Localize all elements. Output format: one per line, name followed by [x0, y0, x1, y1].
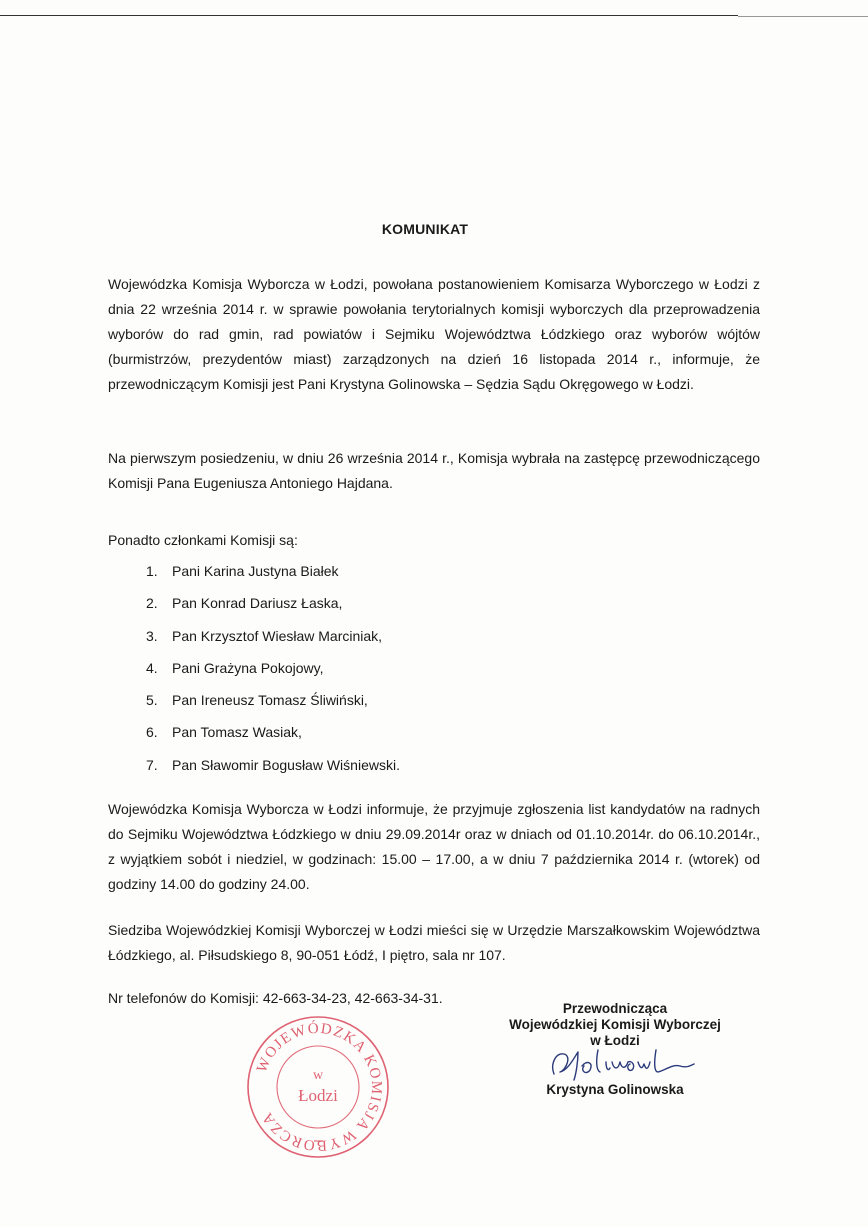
stamp-center-text-2: Łodzi — [298, 1086, 338, 1105]
list-number: 1. — [146, 563, 158, 579]
list-number: 3. — [146, 627, 158, 644]
list-number: 2. — [146, 595, 158, 612]
list-number: 5. — [146, 692, 158, 709]
list-item — [146, 754, 400, 786]
handwritten-signature-icon — [548, 1044, 698, 1084]
list-item — [146, 560, 400, 592]
document-title: KOMUNIKAT — [381, 221, 469, 237]
list-item — [146, 625, 400, 657]
signatory-city: w Łodzi — [590, 1033, 640, 1048]
signature-block — [480, 1001, 750, 1049]
seat-paragraph: Siedziba Wojewódzkiej Komisji Wyborczej w Łodzi mieści się w Urzędzie Marszałkowskim Województwa Łódzkiego, al. Piłsudskiego 8, 90-051 Łódź, I piętro, sala nr 107. — [108, 922, 760, 963]
member-name: Pan Krzysztof Wiesław Marciniak, — [172, 627, 383, 644]
list-item — [146, 592, 400, 624]
member-name: Pan Sławomir Bogusław Wiśniewski. — [172, 756, 400, 773]
signatory-name: Krystyna Golinowska — [546, 1082, 684, 1097]
member-name: Pan Ireneusz Tomasz Śliwiński, — [172, 692, 368, 709]
intro-paragraph: Wojewódzka Komisja Wyborcza w Łodzi, powołana postanowieniem Komisarza Wyborczego w Łodzi z dnia 22 września 2014 r. w sprawie powołania terytorialnych komisji wyborczych dla przeprowadzenia wyborów do rad gmin, rad powiatów i Sejmiku Województwa Łódzkiego oraz wyborów wójtów (burmistrzów, prezydentów miast) zarządzonych na dzień 16 listopada 2014 r., informuje, że przewodniczącym Komisji jest Pani Krystyna Golinowska – Sędzia Sądu Okręgowego w Łodzi. — [108, 276, 760, 392]
top-border-line-faint — [738, 16, 868, 17]
list-number: 6. — [146, 724, 158, 741]
signatory-office: Wojewódzkiej Komisji Wyborczej — [509, 1017, 721, 1032]
member-name: Pani Karina Justyna Białek — [172, 563, 339, 579]
stamp-ring-text: WOJEWÓDZKA KOMISJA WYBORCZA — [254, 1020, 385, 1154]
top-border-line — [0, 15, 738, 16]
list-number: 7. — [146, 756, 158, 773]
deputy-paragraph: Na pierwszym posiedzeniu, w dniu 26 września 2014 r., Komisja wybrała na zastępcę przewodniczącego Komisji Pana Eugeniusza Antoniego Hajdana. — [108, 450, 760, 491]
signatory-title: Przewodnicząca — [562, 1001, 668, 1016]
members-list — [146, 560, 400, 786]
stamp-center-text-1: w — [312, 1068, 324, 1083]
list-item — [146, 657, 400, 689]
list-item — [146, 689, 400, 721]
member-name: Pan Konrad Dariusz Łaska, — [172, 595, 343, 612]
member-name: Pani Grażyna Pokojowy, — [172, 659, 324, 676]
list-number: 4. — [146, 659, 158, 676]
members-intro: Ponadto członkami Komisji są: — [108, 532, 298, 548]
official-stamp-icon — [242, 1013, 394, 1161]
list-item — [146, 721, 400, 753]
member-name: Pan Tomasz Wasiak, — [172, 724, 302, 741]
submissions-paragraph: Wojewódzka Komisja Wyborcza w Łodzi informuje, że przyjmuje zgłoszenia list kandydatów na radnych do Sejmiku Województwa Łódzkiego w dniu 29.09.2014r oraz w dniach od 01.10.2014r. do 06.10.2014r., z wyjątkiem sobót i niedziel, w godzinach: 15.00 – 17.00, a w dniu 7 października 2014 r. (wtorek) od godziny 14.00 do godziny 24.00. — [108, 801, 760, 892]
phones-paragraph: Nr telefonów do Komisji: 42-663-34-23, 42-663-34-31. — [108, 990, 443, 1006]
